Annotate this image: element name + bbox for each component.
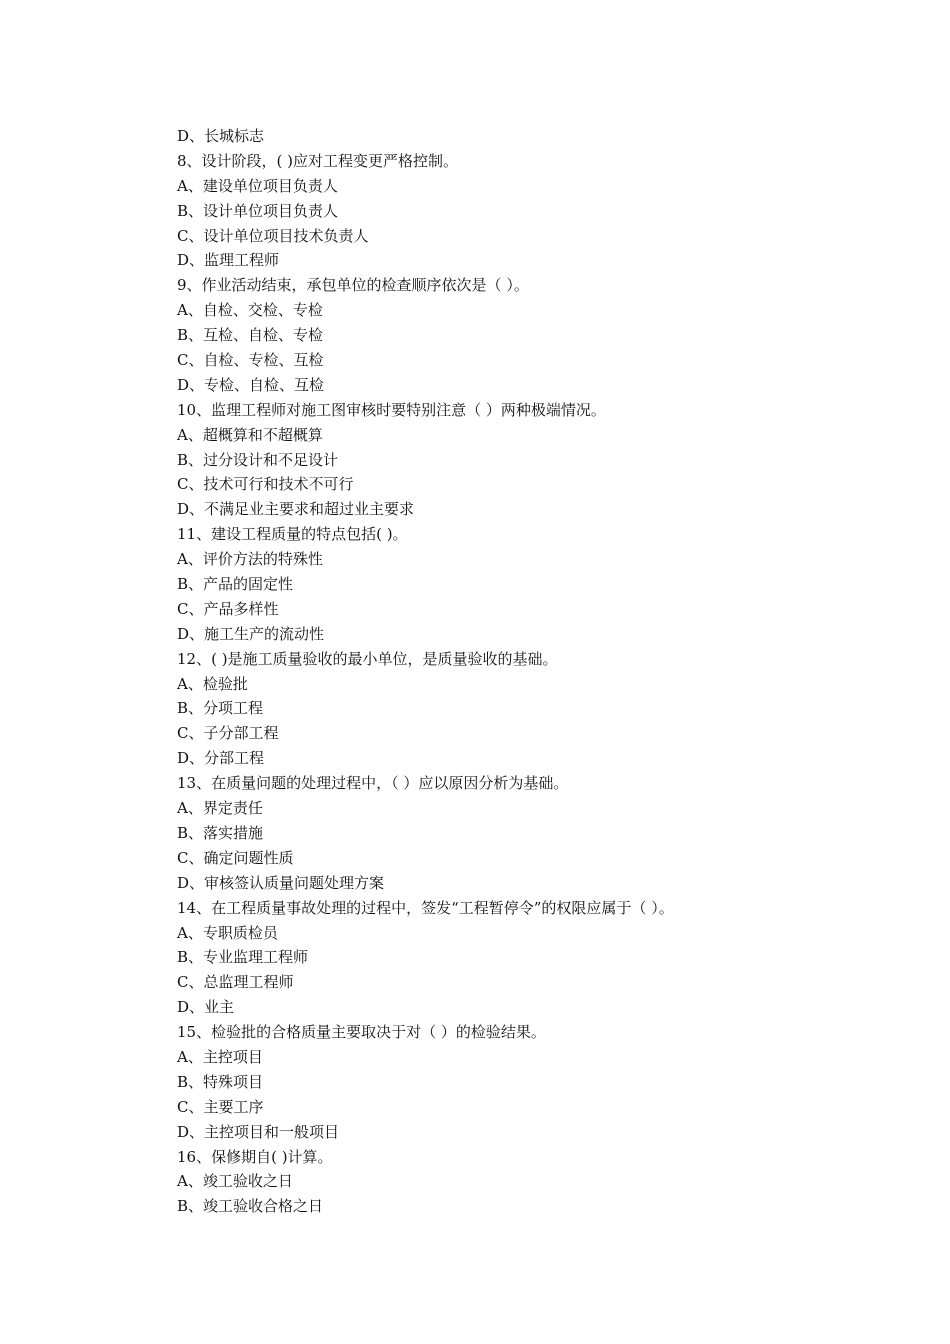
option-c-line: C、自检、专检、互检 (177, 351, 324, 370)
option-a-line: A、专职质检员 (177, 923, 278, 942)
option-a-line: A、竣工验收之日 (177, 1172, 293, 1191)
option-c-line: C、设计单位项目技术负责人 (177, 226, 369, 245)
option-d-line: D、长城标志 (177, 127, 265, 145)
option-a-line: A、界定责任 (177, 799, 263, 818)
option-d-line: D、审核签认质量问题处理方案 (177, 873, 385, 892)
question-9: 9、作业活动结束，承包单位的检查顺序依次是（ ）。 (177, 276, 529, 295)
option-b-line: B、竣工验收合格之日 (177, 1197, 324, 1216)
option-a-line: A、评价方法的特殊性 (177, 550, 323, 569)
option-b-line: B、设计单位项目负责人 (177, 201, 339, 220)
option-d-line: D、专检、自检、互检 (177, 375, 325, 394)
question-8: 8、设计阶段，( )应对工程变更严格控制。 (177, 151, 459, 170)
option-c-line: C、技术可行和技术不可行 (177, 475, 354, 494)
question-14: 14、在工程质量事故处理的过程中，签发“工程暂停令”的权限应属于（ ）。 (177, 898, 674, 917)
option-c-line: C、确定问题性质 (177, 848, 294, 867)
option-b-line: B、落实措施 (177, 823, 264, 842)
option-d-line: D、业主 (177, 998, 235, 1017)
option-a-line: A、主控项目 (177, 1047, 263, 1066)
option-b-line: B、互检、自检、专检 (177, 326, 324, 345)
question-16: 16、保修期自( )计算。 (177, 1147, 333, 1166)
question-12: 12、( )是施工质量验收的最小单位，是质量验收的基础。 (177, 649, 558, 668)
option-c-line: C、主要工序 (177, 1097, 264, 1116)
document-body (177, 124, 877, 1219)
question-10: 10、监理工程师对施工图审核时要特别注意（ ）两种极端情况。 (177, 400, 606, 419)
question-13: 13、在质量问题的处理过程中，（ ）应以原因分析为基础。 (177, 774, 569, 793)
option-c-line: C、子分部工程 (177, 724, 279, 743)
option-b-line: B、专业监理工程师 (177, 948, 309, 967)
option-d-line: D、监理工程师 (177, 251, 280, 270)
option-a-line: A、建设单位项目负责人 (177, 176, 338, 195)
option-a-line: A、超概算和不超概算 (177, 425, 323, 444)
option-a-line: A、自检、交检、专检 (177, 301, 323, 320)
option-b-line: B、特殊项目 (177, 1072, 264, 1091)
option-c-line: C、总监理工程师 (177, 973, 294, 992)
question-11: 11、建设工程质量的特点包括( )。 (177, 525, 408, 544)
option-d-line: D、不满足业主要求和超过业主要求 (177, 500, 415, 519)
option-c-line: C、产品多样性 (177, 599, 279, 618)
question-15: 15、检验批的合格质量主要取决于对（ ）的检验结果。 (177, 1023, 546, 1042)
option-b-line: B、分项工程 (177, 699, 264, 718)
option-a-line: A、检验批 (177, 674, 248, 693)
option-d-line: D、施工生产的流动性 (177, 624, 325, 643)
option-d-line: D、分部工程 (177, 749, 265, 768)
option-b-line: B、过分设计和不足设计 (177, 450, 339, 469)
option-d-line: D、主控项目和一般项目 (177, 1122, 340, 1141)
option-b-line: B、产品的固定性 (177, 575, 294, 594)
